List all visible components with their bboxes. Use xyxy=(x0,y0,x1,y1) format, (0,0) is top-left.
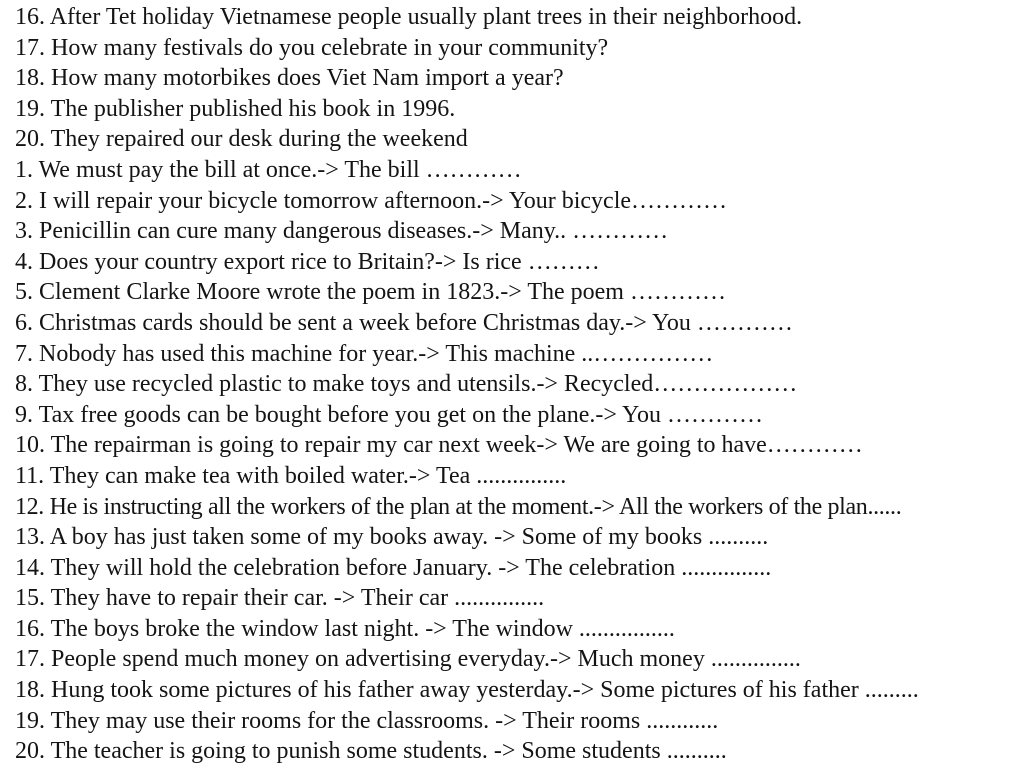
line-number: 15. xyxy=(15,585,45,612)
line-number: 18. xyxy=(15,677,45,704)
line-text: Does your country export rice to Britain?-> Is rice ……… xyxy=(39,248,600,275)
line-number: 18. xyxy=(15,65,45,92)
line-number: 16. xyxy=(15,615,45,642)
exercise-line xyxy=(15,583,1024,614)
exercise-line xyxy=(15,706,1024,737)
line-text: They may use their rooms for the classrooms. -> Their rooms ............ xyxy=(50,707,719,734)
exercise-line xyxy=(15,186,1024,217)
line-number: 4. xyxy=(15,248,33,275)
line-number: 2. xyxy=(15,187,33,214)
line-text: Nobody has used this machine for year.-> This machine ..…………… xyxy=(39,340,714,367)
line-text: Hung took some pictures of his father away yesterday.-> Some pictures of his father ......... xyxy=(51,677,919,704)
line-text: Penicillin can cure many dangerous diseases.-> Many.. ………… xyxy=(39,218,669,245)
line-text: They have to repair their car. -> Their car ............... xyxy=(50,585,545,612)
exercise-line xyxy=(15,675,1024,706)
line-number: 17. xyxy=(15,646,45,673)
exercise-line xyxy=(15,369,1024,400)
exercise-line xyxy=(15,339,1024,370)
exercise-line xyxy=(15,33,1024,64)
line-text: Clement Clarke Moore wrote the poem in 1823.-> The poem ………… xyxy=(39,279,726,306)
line-number: 14. xyxy=(15,554,45,581)
exercise-line xyxy=(15,492,1024,523)
line-text: People spend much money on advertising everyday.-> Much money ............... xyxy=(51,646,801,673)
line-number: 19. xyxy=(15,707,45,734)
exercise-line xyxy=(15,308,1024,339)
line-text: They repaired our desk during the weekend xyxy=(50,126,468,153)
line-number: 10. xyxy=(15,432,45,459)
line-number: 6. xyxy=(15,309,33,336)
line-text: How many motorbikes does Viet Nam import a year? xyxy=(51,65,564,92)
line-text: The teacher is going to punish some students. -> Some students .......... xyxy=(50,738,727,765)
line-text: The repairman is going to repair my car next week-> We are going to have………… xyxy=(50,432,863,459)
line-text: They can make tea with boiled water.-> Tea ............... xyxy=(49,462,567,489)
exercise-line xyxy=(15,247,1024,278)
exercise-line xyxy=(15,461,1024,492)
line-number: 7. xyxy=(15,340,33,367)
line-text: After Tet holiday Vietnamese people usually plant trees in their neighborhood. xyxy=(49,4,803,30)
line-text: A boy has just taken some of my books away. -> Some of my books .......... xyxy=(49,524,769,551)
line-number: 8. xyxy=(15,371,33,398)
line-number: 16. xyxy=(15,4,45,30)
line-text: They use recycled plastic to make toys and utensils.-> Recycled……………… xyxy=(38,371,798,398)
line-text: The publisher published his book in 1996. xyxy=(50,95,456,122)
line-text: The boys broke the window last night. -> The window ................ xyxy=(50,615,675,642)
line-number: 17. xyxy=(15,34,45,61)
line-text: He is instructing all the workers of the plan at the moment.-> All the workers of the plan...... xyxy=(49,493,902,520)
line-number: 19. xyxy=(15,95,45,122)
line-number: 5. xyxy=(15,279,33,306)
line-text: We must pay the bill at once.-> The bill ………… xyxy=(38,156,522,183)
line-number: 20. xyxy=(15,126,45,153)
line-text: How many festivals do you celebrate in your community? xyxy=(51,34,609,61)
exercise-line xyxy=(15,553,1024,584)
exercise-line xyxy=(15,124,1024,155)
exercise-list xyxy=(15,2,1024,767)
exercise-line xyxy=(15,614,1024,645)
exercise-line xyxy=(15,155,1024,186)
line-number: 12. xyxy=(15,493,44,520)
line-number: 13. xyxy=(15,524,45,551)
line-text: Tax free goods can be bought before you get on the plane.-> You ………… xyxy=(38,401,763,428)
exercise-line xyxy=(15,736,1024,767)
line-number: 1. xyxy=(15,156,33,183)
line-number: 11. xyxy=(15,462,45,489)
exercise-line xyxy=(15,522,1024,553)
exercise-line xyxy=(15,277,1024,308)
exercise-line xyxy=(15,94,1024,125)
line-number: 3. xyxy=(15,218,33,245)
exercise-line xyxy=(15,430,1024,461)
line-text: I will repair your bicycle tomorrow afternoon.-> Your bicycle………… xyxy=(39,187,728,214)
exercise-line xyxy=(15,216,1024,247)
exercise-line xyxy=(15,63,1024,94)
line-text: They will hold the celebration before January. -> The celebration ............... xyxy=(50,554,772,581)
exercise-line xyxy=(15,2,1024,33)
exercise-line xyxy=(15,644,1024,675)
line-number: 9. xyxy=(15,401,33,428)
line-text: Christmas cards should be sent a week before Christmas day.-> You ………… xyxy=(39,309,793,336)
line-number: 20. xyxy=(15,738,45,765)
exercise-line xyxy=(15,400,1024,431)
